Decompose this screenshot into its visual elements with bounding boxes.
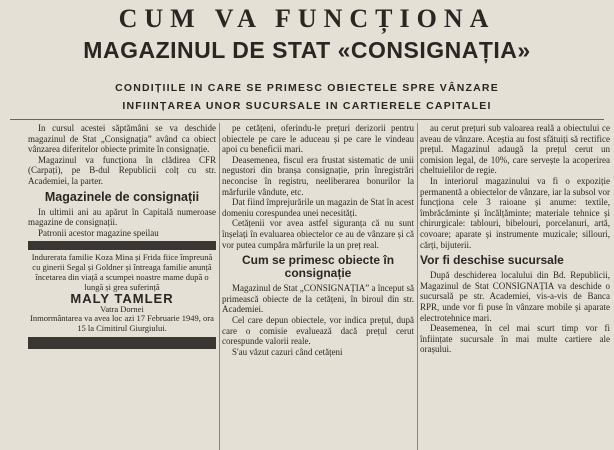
- column-divider-1: [219, 123, 220, 450]
- col3-paragraph-2: In interiorul magazinului va fi o expoziție permanentă a obiectelor de vânzare, iar la subsol vor funcționa cele 3 raioane și anume: textile, îmbrăcăminte și încălțăminte; materiale tehnice și chirurgicale: tablouri, bibelouri, porcelanuri, artă, covoare; aparate și instrumente muzicale; sillouri, cărți, bijuterii.: [420, 175, 610, 250]
- col1-paragraph-3: In ultimii ani au apărut în Capitală numeroase magazine de consignații.: [28, 206, 216, 228]
- col2-paragraph-3: Dat fiind împrejurările un magazin de Stat în acest domeniu corespundea unei necesități.: [222, 197, 414, 218]
- column-divider-2: [417, 123, 418, 450]
- obituary-notice: [28, 253, 216, 333]
- col3-paragraph-4: Deasemenea, în cel mai scurt timp vor fi înființate sucursale în mai multe cartiere ale orașului.: [420, 323, 610, 355]
- column-2: [222, 123, 414, 357]
- col1-paragraph-1: In cursul acestei săptămâni se va deschide magazinul de Stat „Consignația” având ca obiect vânzarea diferitelor obiecte primite în consignație.: [28, 123, 216, 155]
- col3-paragraph-3: După deschiderea localului din Bd. Republicii, Magazinul de Stat CONSIGNAȚIA va deschide o sucursală pe str. Academiei, vis-a-vis de Banca RPR, unde vor fi puse în vânzare mobile și aparate electrotehnice mari.: [420, 270, 610, 323]
- column-1: [28, 123, 216, 349]
- subheadline-2: INFIINȚAREA UNOR SUCURSALE IN CARTIERELE CAPITALEI: [122, 100, 492, 112]
- col1-paragraph-4: Patronii acestor magazine speilau: [38, 227, 159, 238]
- col2-paragraph-6: Cel care depun obiectele, vor indica prețul, după care o comisie evaluează dacă prețul cerut corespunde valorii reale.: [222, 314, 414, 347]
- obituary-name: MALY TAMLER: [70, 290, 174, 306]
- col2-paragraph-2: Deasemenea, fiscul era frustat sistematic de unii negustori din branșa consignație, prin înregistrări neconcise în registru, neeliberarea bonurilor la mărfurile vândute, etc.: [222, 154, 414, 197]
- obituary-place: Vatra Dornei: [100, 304, 144, 315]
- headline-line-2: MAGAZINUL DE STAT «CONSIGNAȚIA»: [83, 37, 531, 63]
- subheadline-1: CONDIȚIILE IN CARE SE PRIMESC OBIECTELE SPRE VÂNZARE: [115, 82, 499, 94]
- col1-section-heading: Magazinele de consignații: [44, 189, 200, 204]
- col3-section-heading: Vor fi deschise sucursale: [420, 253, 564, 268]
- col1-paragraph-2: Magazinul va funcționa în clădirea CFR (Carpați), pe B-dul Republicii colț cu str. Academiei, la parter.: [28, 154, 216, 186]
- col2-paragraph-5: Magazinul de Stat „CONSIGNAȚIA” a început să primească obiecte de la cetățeni, în biroul din str. Academiei.: [222, 283, 414, 315]
- headline-line-1: CUM VA FUNCȚIONA: [118, 4, 496, 33]
- obituary-text: Indurerata familie Koza Mina și Frida fiice împreună cu ginerii Segal și Goldner și întreaga familie anunță încetarea din viață a scumpei noastre mame după o lungă și grea suferință: [31, 252, 213, 292]
- separator-band: [28, 241, 216, 250]
- col2-section-heading: Cum se primesc obiecte în consignație: [241, 253, 395, 281]
- footer-band: [28, 337, 216, 349]
- col2-paragraph-4: Cetățenii vor avea astfel siguranța că nu sunt înșelați în evaluarea obiectelor ce au de vânzare și că vor putea cumpăra mărfurile la un preț real.: [222, 218, 414, 250]
- col2-paragraph-1: pe cetățeni, oferindu-le prețuri derizorii pentru obiectele pe care le aduceau și pe care le vindeau apoi cu beneficii mari.: [222, 123, 414, 155]
- obituary-funeral: Inmormântarea va avea loc azi 17 Februarie 1949, ora 15 la Cimitirul Giurgiului.: [30, 313, 214, 333]
- col3-paragraph-1: au cerut prețuri sub valoarea reală a obiectului ce aveau de vânzare. Aceștia au fost sfătuiți să rectifice prețul. Magazinul adaugă la prețul cerut un comision legal, de 10%, care servește la acoperirea cheltuielilor de regie.: [420, 123, 610, 176]
- header-rule: [10, 119, 604, 120]
- col2-paragraph-7: S'au văzut cazuri când cetățeni: [232, 346, 343, 357]
- column-3: [420, 123, 610, 355]
